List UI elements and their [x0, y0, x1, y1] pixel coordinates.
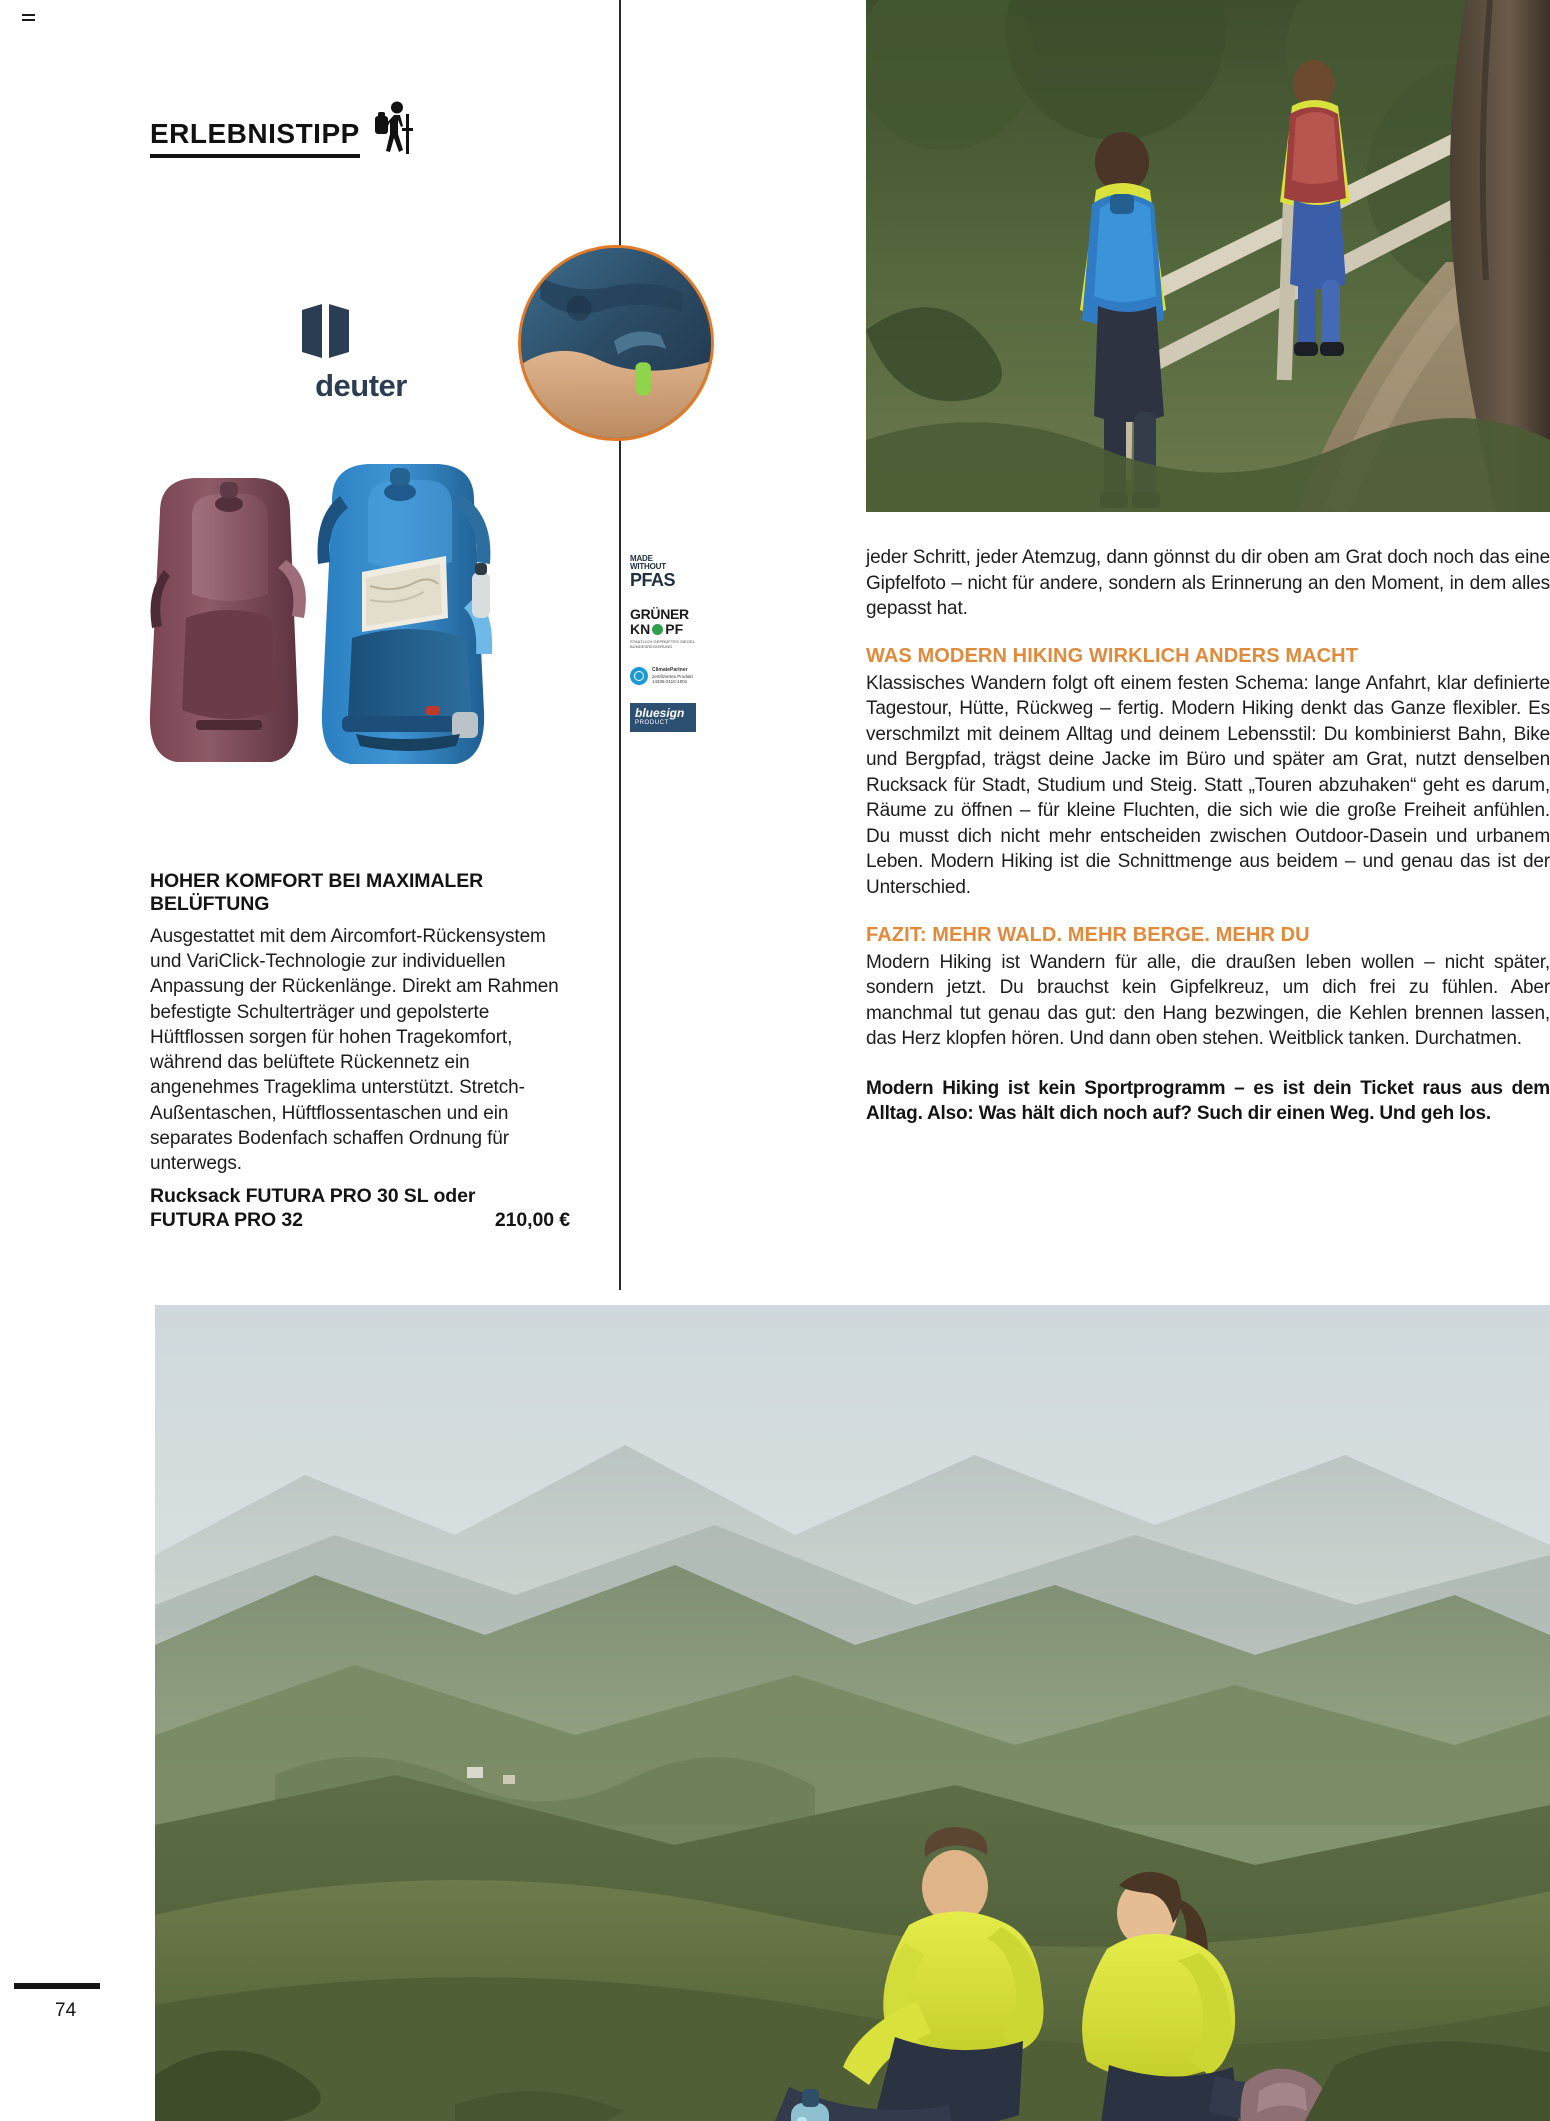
- pfas-line1: MADE: [630, 554, 653, 563]
- crop-mark: [22, 14, 35, 23]
- badge-gruener-knopf: [630, 607, 710, 649]
- badge-bluesign: [630, 703, 696, 732]
- erlebnistipp-badge: [150, 100, 416, 158]
- article-section1-body: Klassisches Wandern folgt oft einem festen Schema: lange Anfahrt, klar definierte Tagestour, Hütte, Rückweg – fertig. Modern Hiking denkt das Ganze flexibler. Es verschmilzt mit deinem Alltag und deinem Lebensstil: Du kombinierst Bahn, Bike und Bergpfad, trägst deine Jacke im Büro und später am Grat, nutzt denselben Rucksack für Stadt, Studium und Steig. Statt „Touren abzuhaken“ geht es darum, Räume zu öffnen – für kleine Fluchten, die sich wie die große Freiheit anfühlen. Du musst dich nicht mehr entscheiden zwischen Outdoor-Dasein und urbanem Leben. Modern Hiking ist die Schnittmenge aus beidem – und genau das ist der Unterschied.: [866, 672, 1550, 899]
- erlebnistipp-label: ERLEBNISTIPP: [150, 120, 360, 158]
- footer-rule: [14, 1983, 100, 1989]
- article-section1-heading: WAS MODERN HIKING WIRKLICH ANDERS MACHT: [866, 644, 1359, 667]
- article-section2-body: Modern Hiking ist Wandern für alle, die draußen leben wollen – nicht später, sondern jetzt. Du brauchst kein Gipfelkreuz, um dich frei zu fühlen. Aber manchmal tut genau das gut: den Hang bezwingen, die Kehlen brennen lassen, das Herz klopfen hören. Und dann oben stehen. Weitblick tanken. Durchatmen.: [866, 951, 1550, 1050]
- bluesign-line2: PRODUCT: [635, 720, 669, 726]
- pfas-line2: WITHOUT: [630, 562, 666, 571]
- climate-line1: ClimatePartner: [652, 667, 688, 673]
- knopf-pf: PF: [665, 621, 684, 637]
- article-closing: Modern Hiking ist kein Sportprogramm – es ist dein Ticket raus aus dem Alltag. Also: Was hält dich noch auf? Such dir einen Weg. Und geh los.: [866, 1077, 1550, 1125]
- product-photo-backpacks: [100, 420, 600, 840]
- brand-block: [296, 300, 426, 404]
- column-divider: [619, 0, 621, 1290]
- climate-text: [652, 667, 693, 685]
- page-number: 74: [55, 2000, 77, 2021]
- knopf-fineprint: STAATLICH GEPRÜFTES SIEGEL BUNDESREGIERUNG: [630, 639, 696, 649]
- climate-line2: zertifiziertes Produkt: [652, 673, 693, 679]
- badge-climate-partner: [630, 667, 710, 685]
- article-intro: jeder Schritt, jeder Atemzug, dann gönnst du dir oben am Grat doch noch das eine Gipfelfoto – nicht für andere, sondern als Erinnerung an den Moment, in dem alles gepasst hat.: [866, 547, 1550, 620]
- hiker-icon: [370, 100, 416, 156]
- knopf-kn: KN: [630, 621, 651, 637]
- product-name-line1: Rucksack FUTURA PRO 30 SL oder: [150, 1185, 476, 1208]
- bluesign-line1: bluesign: [635, 706, 685, 720]
- deuter-logo-icon: [296, 300, 426, 362]
- knopf-line2-row: [630, 622, 710, 637]
- climate-fineprint: 14336-2110-1001: [652, 679, 688, 684]
- hero-photo-top: [866, 0, 1550, 512]
- globe-icon: [630, 667, 648, 685]
- product-headline: HOHER KOMFORT BEI MAXIMALER BELÜFTUNG: [150, 870, 484, 916]
- article-column: [866, 545, 1550, 1127]
- green-dot-icon: [652, 624, 663, 635]
- product-info-column: [150, 870, 570, 1232]
- product-price: 210,00 €: [494, 1208, 570, 1231]
- badge-made-without-pfas: [630, 555, 710, 589]
- article-section2-heading: FAZIT: MEHR WALD. MEHR BERGE. MEHR DU: [866, 923, 1310, 946]
- product-description: Ausgestattet mit dem Aircomfort-Rückensystem und VariClick-Technologie zur individuellen Anpassung der Rückenlänge. Direkt am Rahmen befestigte Schulterträger und gepolsterte Hüftflossen sorgen für hohen Tragekomfort, während das belüftete Rückennetz ein angenehmes Trageklima unterstützt. Stretch-Außentaschen, Hüftflossentaschen und ein separates Bodenfach schaffen Ordnung für unterwegs.: [150, 925, 559, 1175]
- pfas-line3: PFAS: [630, 570, 676, 590]
- product-name-line2: FUTURA PRO 32: [150, 1208, 303, 1231]
- deuter-wordmark: deuter: [315, 368, 407, 403]
- hero-photo-bottom: [155, 1305, 1550, 2121]
- detail-photo-circle: [518, 245, 714, 441]
- product-name-price: [150, 1185, 570, 1232]
- knopf-line1: GRÜNER: [630, 606, 689, 622]
- certification-badges: [630, 555, 710, 750]
